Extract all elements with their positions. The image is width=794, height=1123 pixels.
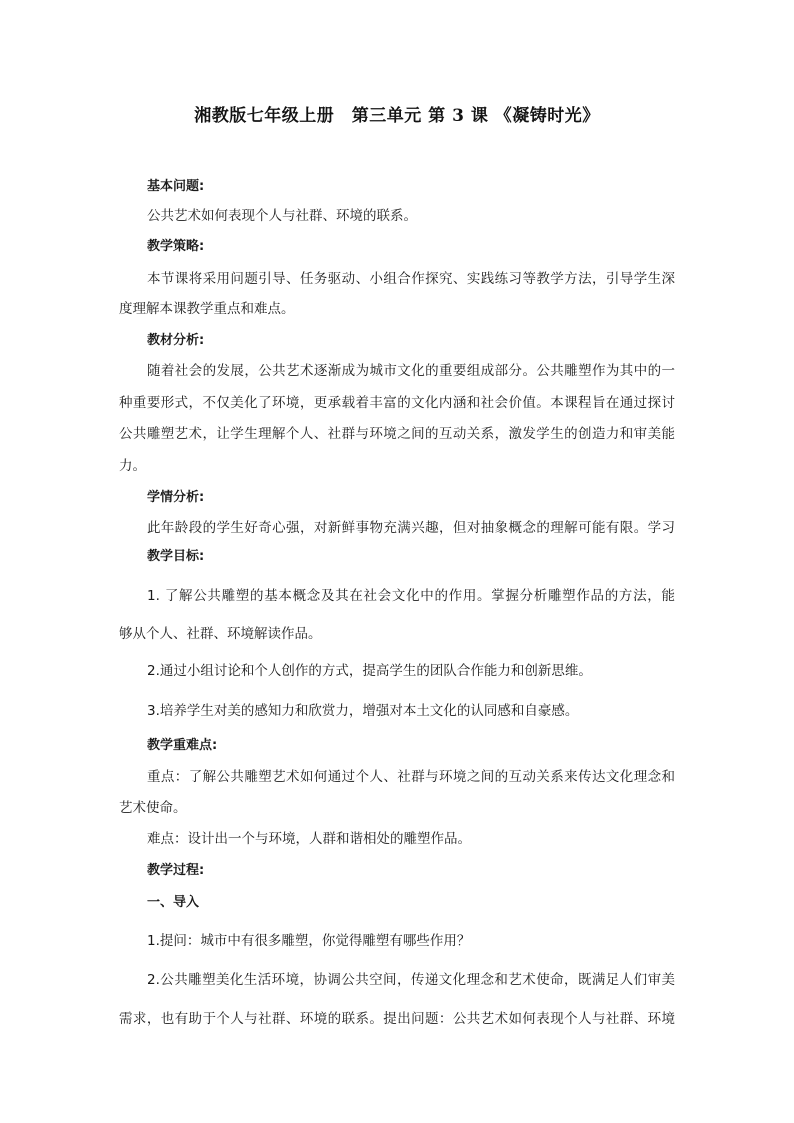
process-step-1: 1.提问：城市中有很多雕塑，你觉得雕塑有哪些作用？: [147, 933, 471, 949]
process-heading: 教学过程:: [147, 863, 205, 878]
strategy-heading: 教学策略:: [147, 239, 205, 254]
material-text-line-4: 力。: [119, 458, 146, 474]
material-text-line-1: 随着社会的发展，公共艺术逐渐成为城市文化的重要组成部分。公共雕塑作为其中的一: [147, 363, 675, 379]
goal-1-line-1: 1. 了解公共雕塑的基本概念及其在社会文化中的作用。掌握分析雕塑作品的方法，能: [147, 588, 675, 604]
strategy-text-line-1: 本节课将采用问题引导、任务驱动、小组合作探究、实践练习等教学方法，引导学生深: [147, 271, 675, 287]
strategy-text-line-2: 度理解本课教学重点和难点。: [119, 301, 295, 317]
difficulty-text: 难点：设计出一个与环境，人群和谐相处的雕塑作品。: [147, 831, 471, 847]
goals-heading: 教学目标:: [147, 549, 205, 564]
material-text-line-3: 公共雕塑艺术，让学生理解个人、社群与环境之间的互动关系，激发学生的创造力和审美能: [119, 426, 675, 442]
basic-question-text: 公共艺术如何表现个人与社群、环境的联系。: [147, 208, 417, 224]
key-point-line-1: 重点：了解公共雕塑艺术如何通过个人、社群与环境之间的互动关系来传达文化理念和: [147, 769, 675, 785]
goal-3: 3.培养学生对美的感知力和欣赏力，增强对本土文化的认同感和自豪感。: [147, 703, 579, 719]
intro-heading: 一、导入: [147, 895, 200, 910]
key-point-line-2: 艺术使命。: [119, 800, 187, 816]
page-title: 湘教版七年级上册 第三单元 第 3 课 《凝铸时光》: [194, 106, 600, 126]
process-step-2-line-1: 2.公共雕塑美化生活环境，协调公共空间，传递文化理念和艺术使命，既满足人们审美: [147, 972, 675, 988]
goal-2: 2.通过小组讨论和个人创作的方式，提高学生的团队合作能力和创新思维。: [147, 663, 592, 679]
learner-text-line-1: 此年龄段的学生好奇心强，对新鲜事物充满兴趣，但对抽象概念的理解可能有限。学习: [147, 520, 675, 536]
basic-question-heading: 基本问题:: [147, 179, 205, 194]
process-step-2-line-2: 需求，也有助于个人与社群、环境的联系。提出问题：公共艺术如何表现个人与社群、环境: [119, 1011, 675, 1027]
key-points-heading: 教学重难点:: [147, 738, 218, 753]
learner-heading: 学情分析:: [147, 490, 205, 505]
material-text-line-2: 种重要形式，不仅美化了环境，更承载着丰富的文化内涵和社会价值。本课程旨在通过探讨: [119, 395, 675, 411]
goal-1-line-2: 够从个人、社群、环境解读作品。: [119, 626, 322, 642]
material-heading: 教材分析:: [147, 333, 205, 348]
